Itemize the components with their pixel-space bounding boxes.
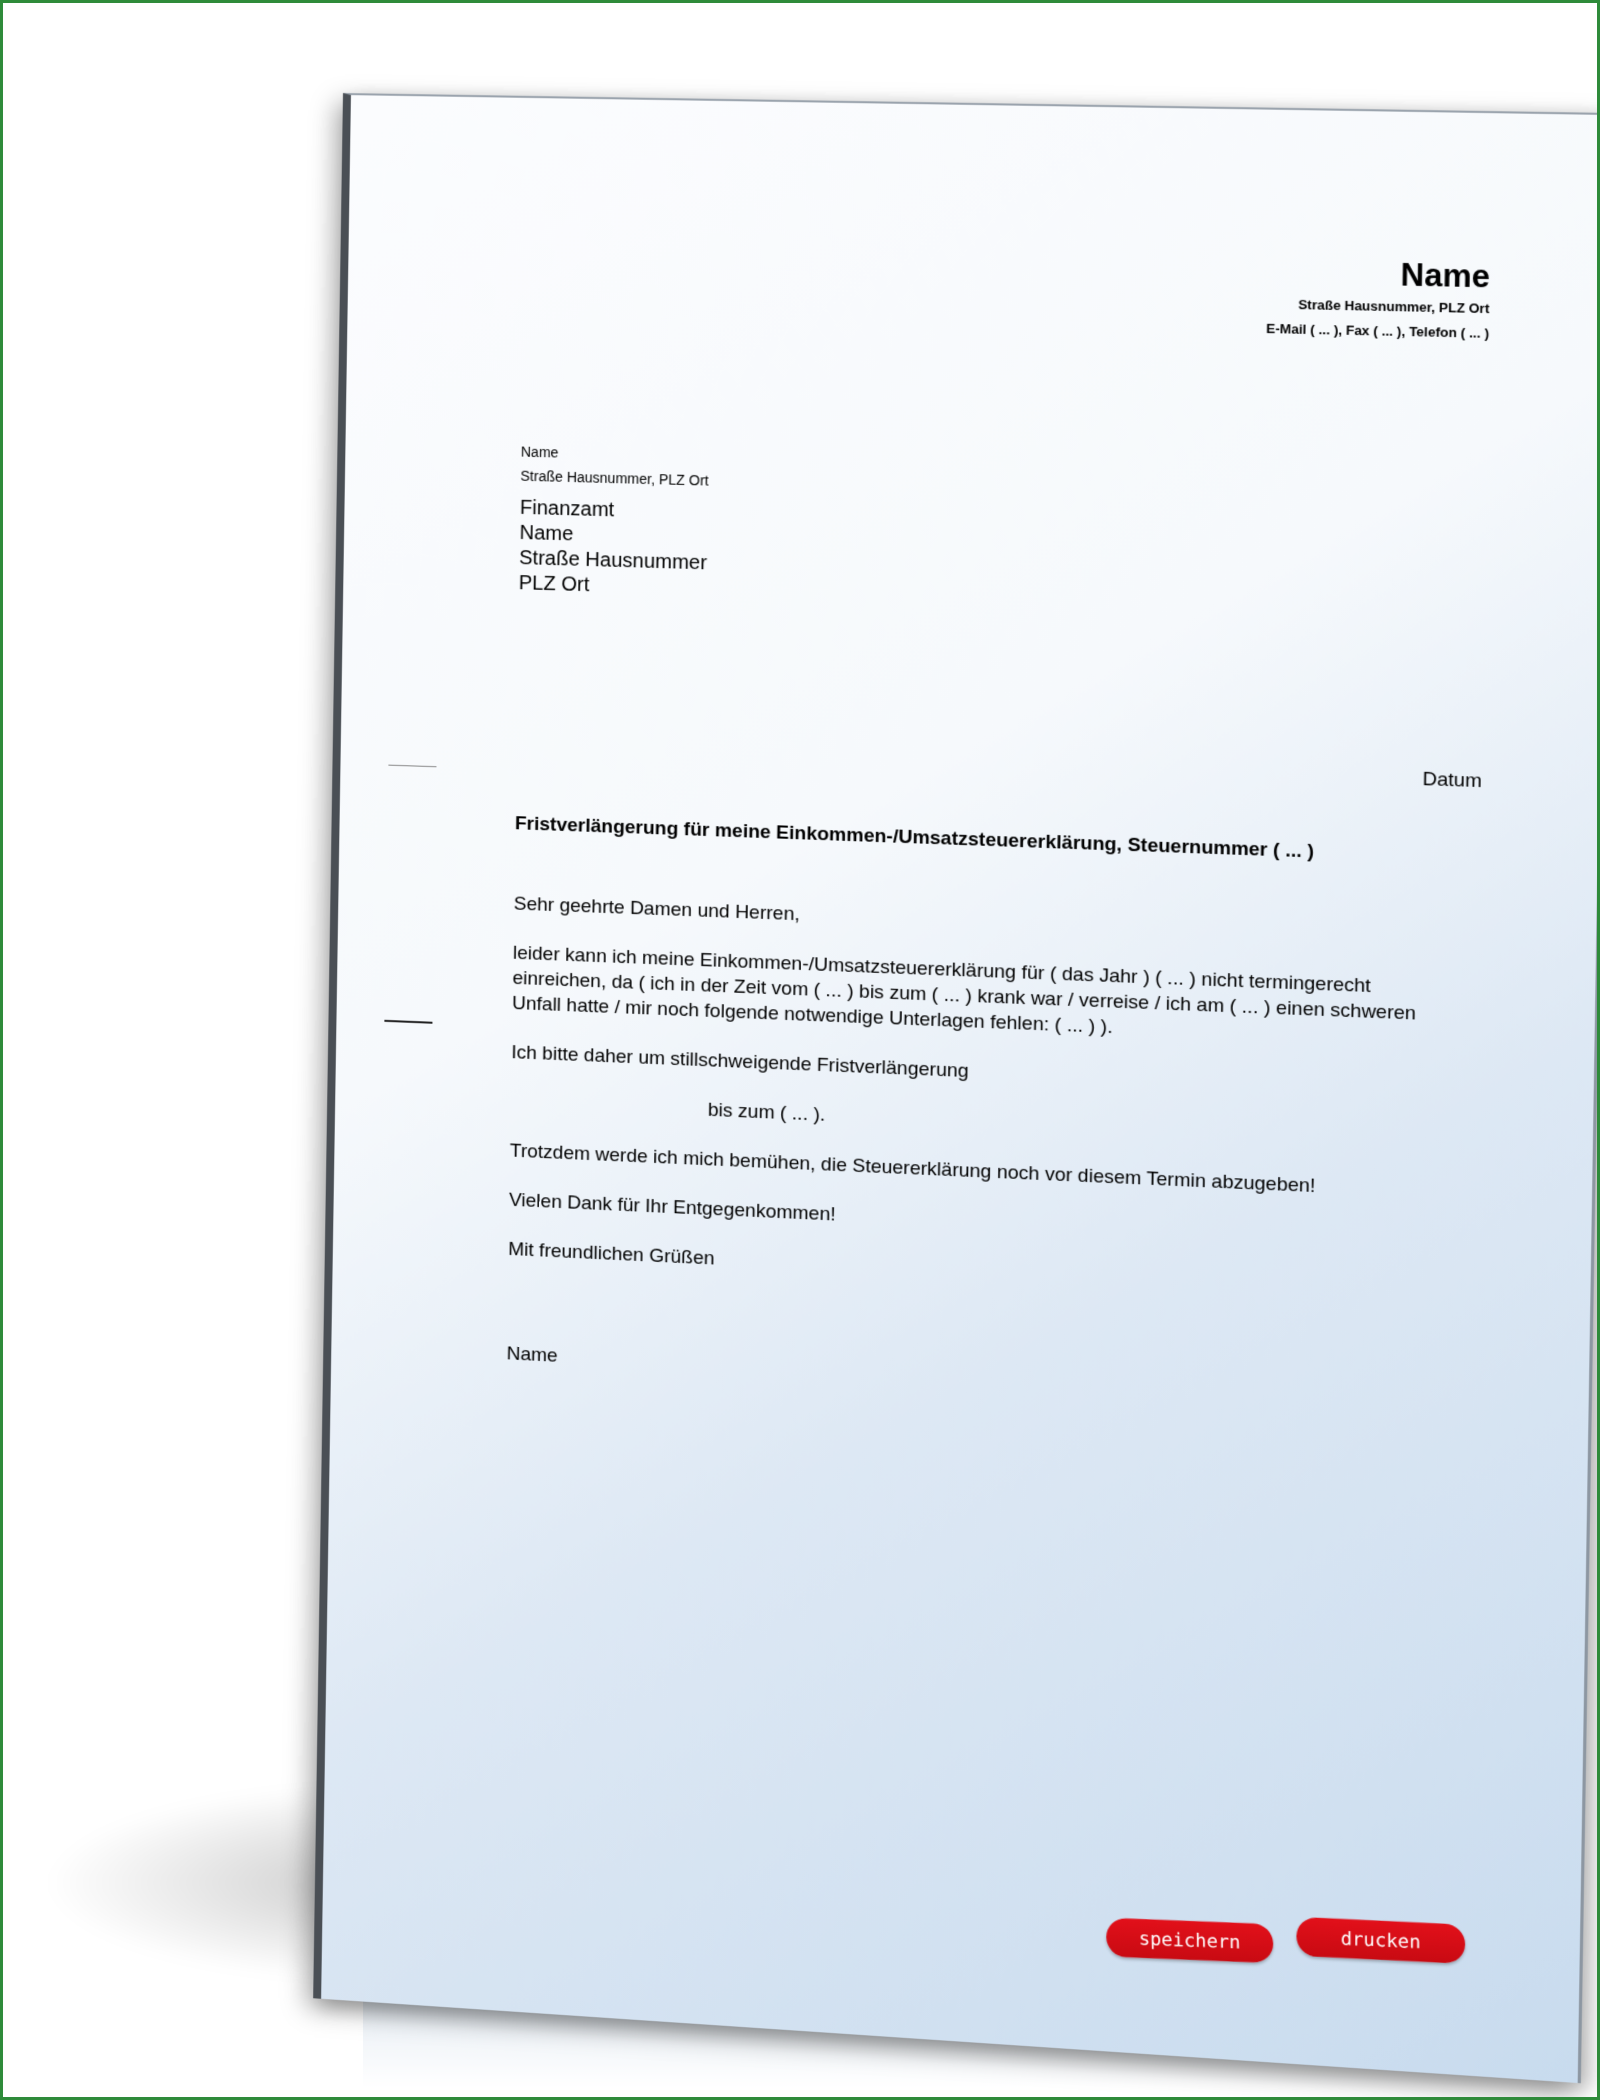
letter-date: Datum (1422, 768, 1482, 793)
signature-name: Name (506, 1343, 558, 1367)
punch-mark (384, 1020, 432, 1024)
return-address (520, 439, 709, 492)
fold-mark-top (388, 765, 436, 768)
recipient-line-2: Name (519, 521, 574, 546)
action-buttons (1106, 1903, 1465, 1977)
recipient-line-4: PLZ Ort (518, 572, 590, 597)
sender-name: Name (1400, 256, 1491, 295)
letter-subject: Fristverlängerung für meine Einkommen-/Umsatzsteuererklärung, Steuernummer ( ... ) (514, 813, 1315, 863)
print-button[interactable]: drucken (1296, 1917, 1465, 1964)
return-address-name: Name (520, 443, 559, 461)
sender-address: Straße Hausnummer, PLZ Ort (1298, 296, 1490, 317)
body-paragraph-effort: Trotzdem werde ich mich bemühen, die Steuererklärung noch vor diesem Termin abzugeben! (509, 1140, 1316, 1198)
body-paragraph-request: Ich bitte daher um stillschweigende Fristverlängerung (511, 1042, 969, 1083)
sender-block (1266, 253, 1490, 346)
recipient-line-1: Finanzamt (519, 496, 615, 522)
body-paragraph-reason: leider kann ich meine Einkommen-/Umsatzsteuererklärung für ( das Jahr ) ( ... ) nicht termingerecht einreichen, da ( ich in der Zeit vom ( ... ) bis zum ( ... ) krank war / verreise / ich am ( ... ) einen schweren Unfall hatte / mir noch folgende notwendige Unterlagen fehlen: ( ... ) ). (511, 942, 1417, 1039)
body-deadline: bis zum ( ... ). (707, 1099, 826, 1126)
recipient-line-3: Straße Hausnummer (518, 546, 708, 575)
save-button[interactable]: speichern (1106, 1918, 1273, 1963)
recipient-address (519, 496, 708, 602)
letter-page (313, 93, 1600, 2083)
salutation: Sehr geehrte Damen und Herren, (513, 893, 800, 926)
closing-phrase: Mit freundlichen Grüßen (508, 1238, 715, 1270)
return-address-street: Straße Hausnummer, PLZ Ort (520, 467, 709, 489)
sender-contact: E-Mail ( ... ), Fax ( ... ), Telefon ( ... ) (1266, 320, 1490, 341)
letter-body (508, 891, 1443, 1330)
body-paragraph-thanks: Vielen Dank für Ihr Entgegenkommen! (508, 1189, 836, 1226)
